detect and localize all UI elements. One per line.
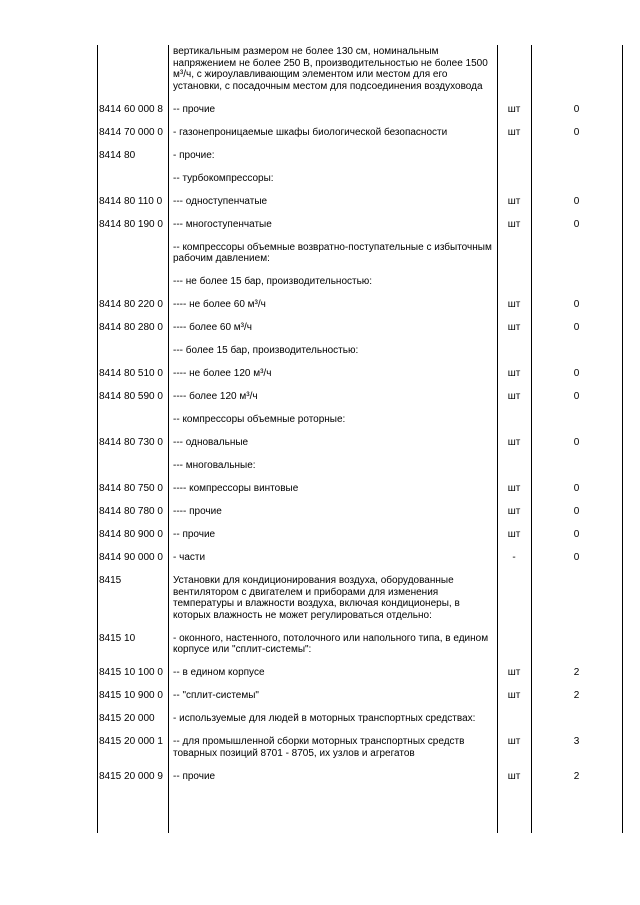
code-cell: 8414 80 730 0 [99, 437, 163, 449]
description-cell: ---- не более 60 м³/ч [173, 299, 266, 311]
rate-cell: 2 [573, 667, 580, 679]
description-cell: ---- не более 120 м³/ч [173, 368, 272, 380]
rate-cell: 0 [573, 299, 580, 311]
table-row [97, 276, 622, 299]
description-cell: -- прочие [173, 103, 216, 115]
rate-cell [531, 276, 622, 288]
rate-cell [531, 713, 622, 725]
table-row [97, 437, 622, 460]
description-cell: -- компрессоры объемные роторные: [173, 414, 346, 426]
code-cell: 8414 80 900 0 [99, 529, 163, 541]
rate-cell: 2 [573, 770, 580, 782]
code-cell: 8414 80 750 0 [99, 483, 163, 495]
description-cell: --- одновальные [173, 437, 249, 449]
code-cell: 8414 80 510 0 [99, 368, 163, 380]
rate-cell: 0 [573, 126, 580, 138]
column-divider [622, 45, 623, 833]
unit-cell: шт [507, 299, 521, 311]
unit-cell [497, 242, 531, 265]
code-cell: 8415 10 100 0 [99, 667, 163, 679]
table-row [97, 575, 622, 633]
rate-cell: 0 [573, 483, 580, 495]
code-cell: 8414 80 220 0 [99, 299, 163, 311]
description-cell: ---- более 120 м³/ч [173, 391, 258, 403]
table-row [97, 219, 622, 242]
description-cell: -- "сплит-системы" [173, 690, 259, 702]
code-cell: 8414 70 000 0 [99, 126, 163, 138]
unit-cell [497, 713, 531, 725]
rate-cell [531, 173, 622, 185]
code-cell: 8414 90 000 0 [99, 552, 163, 564]
description-cell: -- в едином корпусе [173, 667, 265, 679]
unit-cell: шт [507, 770, 521, 782]
rate-cell [531, 150, 622, 162]
table-row [97, 173, 622, 196]
description-cell: -- для промышленной сборки моторных транспортных средств товарных позиций 8701 - 8705, их узлов и агрегатов [173, 736, 465, 759]
table-row [97, 414, 622, 437]
description-cell: -- прочие [173, 770, 216, 782]
table-row [97, 483, 622, 506]
description-cell: вертикальным размером не более 130 см, номинальным напряжением не более 250 В, производительностью не более 1500 м³/ч, с жироулавливающим элементом или местом для его установки, с посадочным местом для подсоединения воздуховода [173, 46, 488, 92]
table-row [97, 667, 622, 690]
code-cell: 8414 60 000 8 [99, 103, 163, 115]
rate-cell: 2 [573, 690, 580, 702]
table-row [97, 345, 622, 368]
tariff-table [97, 45, 622, 833]
code-cell: 8415 20 000 [99, 713, 155, 725]
code-cell: 8414 80 780 0 [99, 506, 163, 518]
table-row [97, 690, 622, 713]
code-cell [97, 46, 168, 92]
unit-cell [497, 345, 531, 357]
rate-cell: 0 [573, 103, 580, 115]
description-cell: --- более 15 бар, производительностью: [173, 345, 359, 357]
description-cell: - используемые для людей в моторных транспортных средствах: [173, 713, 476, 725]
table-row [97, 736, 622, 771]
table-row [97, 552, 622, 575]
rate-cell [531, 345, 622, 357]
unit-cell [497, 414, 531, 426]
unit-cell: шт [507, 103, 521, 115]
table-row [97, 299, 622, 322]
table-row [97, 127, 622, 150]
rate-cell: 0 [573, 322, 580, 334]
rate-cell: 0 [573, 506, 580, 518]
column-divider [168, 45, 169, 833]
unit-cell: шт [507, 667, 521, 679]
table-row [97, 460, 622, 483]
description-cell: ---- более 60 м³/ч [173, 322, 252, 334]
description-cell: --- не более 15 бар, производительностью: [173, 276, 373, 288]
rate-cell: 0 [573, 437, 580, 449]
code-cell: 8415 10 [99, 632, 136, 644]
table-row [97, 633, 622, 668]
code-cell: 8414 80 190 0 [99, 218, 163, 230]
rate-cell [531, 46, 622, 92]
unit-cell: шт [507, 690, 521, 702]
rate-cell: 0 [573, 218, 580, 230]
code-cell [97, 242, 168, 265]
code-cell: 8415 10 900 0 [99, 690, 163, 702]
unit-cell [497, 575, 531, 621]
code-cell: 8415 20 000 1 [99, 736, 163, 748]
description-cell: -- прочие [173, 529, 216, 541]
rate-cell: 3 [573, 736, 580, 748]
table-row [97, 322, 622, 345]
unit-cell: шт [507, 322, 521, 334]
rate-cell: 0 [573, 391, 580, 403]
rate-cell: 0 [573, 552, 580, 564]
column-divider [97, 45, 98, 833]
description-cell: ---- прочие [173, 506, 222, 518]
rate-cell [531, 633, 622, 656]
code-cell [97, 345, 168, 357]
code-cell: 8414 80 280 0 [99, 322, 163, 334]
code-cell [97, 276, 168, 288]
table-row [97, 713, 622, 736]
code-cell: 8414 80 [99, 149, 136, 161]
unit-cell: шт [507, 529, 521, 541]
description-cell: - газонепроницаемые шкафы биологической безопасности [173, 126, 448, 138]
rate-cell [531, 575, 622, 621]
table-row [97, 368, 622, 391]
description-cell: --- одноступенчатые [173, 195, 268, 207]
unit-cell: шт [507, 506, 521, 518]
description-cell: -- компрессоры объемные возвратно-поступательные с избыточным рабочим давлением: [173, 241, 492, 265]
table-row [97, 391, 622, 414]
unit-cell [497, 150, 531, 162]
unit-cell [497, 633, 531, 656]
description-cell: - прочие: [173, 149, 215, 161]
column-divider [531, 45, 532, 833]
code-cell [97, 173, 168, 185]
unit-cell: шт [507, 736, 521, 748]
table-row [97, 46, 622, 104]
rate-cell: 0 [573, 368, 580, 380]
description-cell: - части [173, 552, 206, 564]
rate-cell [531, 414, 622, 426]
column-divider [497, 45, 498, 833]
rate-cell [531, 242, 622, 265]
description-cell: --- многовальные: [173, 460, 256, 472]
rate-cell [531, 460, 622, 472]
unit-cell: шт [507, 483, 521, 495]
unit-cell [497, 276, 531, 288]
unit-cell: шт [507, 126, 521, 138]
unit-cell: шт [507, 195, 521, 207]
rate-cell: 0 [573, 529, 580, 541]
description-cell: Установки для кондиционирования воздуха, оборудованные вентилятором с двигателем и приборами для изменения температуры и влажности воздуха, включая кондиционеры, в которых влажность не может регулироваться отдельно: [173, 575, 460, 621]
description-cell: - оконного, настенного, потолочного или напольного типа, в едином корпусе или "сплит-системы": [173, 632, 489, 656]
unit-cell [497, 460, 531, 472]
code-cell [97, 460, 168, 472]
unit-cell: - [512, 552, 516, 564]
code-cell: 8415 [99, 575, 122, 587]
table-row [97, 506, 622, 529]
code-cell: 8415 20 000 9 [99, 770, 163, 782]
unit-cell: шт [507, 368, 521, 380]
description-cell: --- многоступенчатые [173, 218, 272, 230]
unit-cell [497, 46, 531, 92]
unit-cell: шт [507, 437, 521, 449]
code-cell: 8414 80 590 0 [99, 391, 163, 403]
table-row [97, 529, 622, 552]
table-row [97, 196, 622, 219]
description-cell: ---- компрессоры винтовые [173, 483, 299, 495]
code-cell: 8414 80 110 0 [99, 195, 163, 207]
table-row [97, 150, 622, 173]
code-cell [97, 414, 168, 426]
rate-cell: 0 [573, 195, 580, 207]
table-row [97, 104, 622, 127]
unit-cell: шт [507, 218, 521, 230]
unit-cell: шт [507, 391, 521, 403]
description-cell: -- турбокомпрессоры: [173, 172, 274, 184]
table-row [97, 771, 622, 794]
table-row [97, 242, 622, 277]
unit-cell [497, 173, 531, 185]
